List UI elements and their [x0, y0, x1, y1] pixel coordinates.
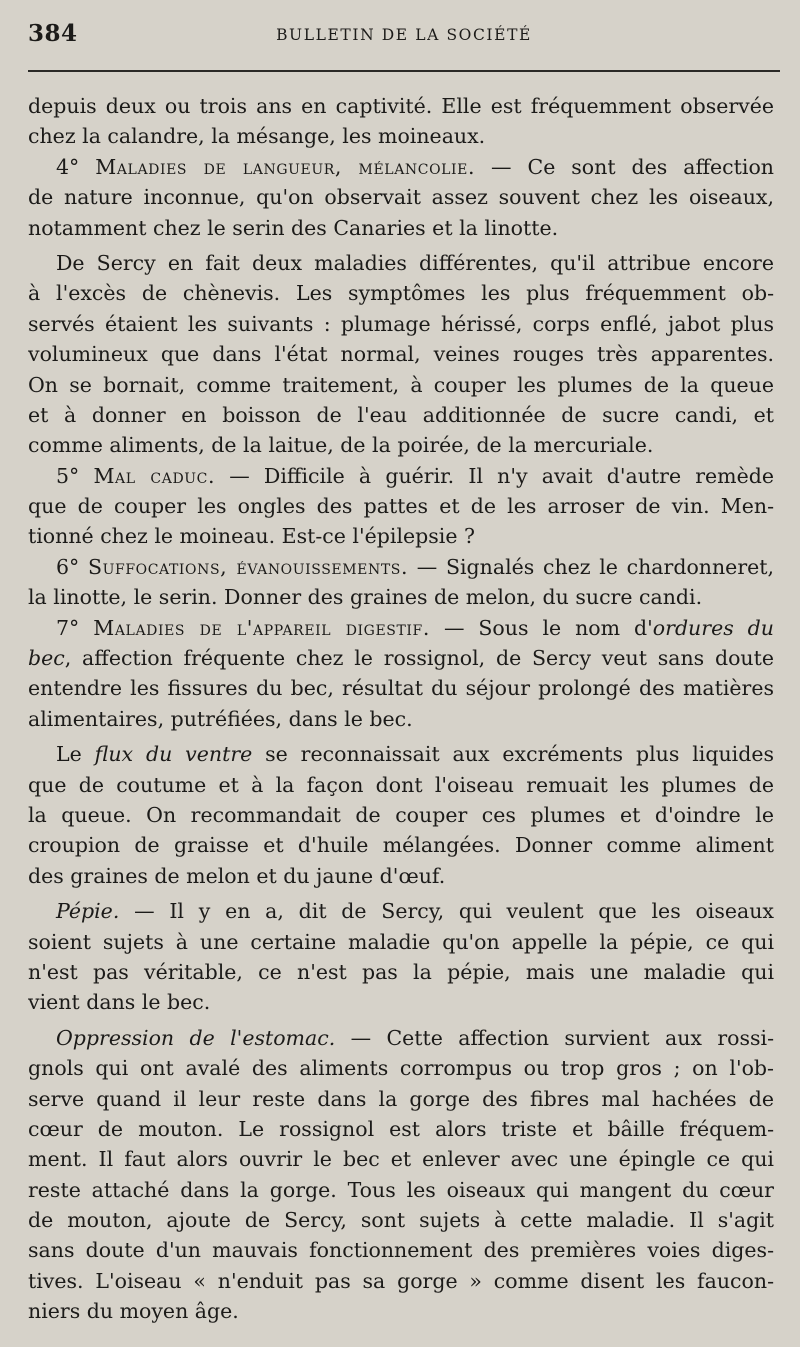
line-text: — Il y en a, dit de Sercy, qui veulent que les oiseaux: [119, 899, 774, 924]
line-text: — Cette affection survient aux rossi-: [335, 1025, 774, 1050]
text-line: que de couper les ongles des pattes et de les arroser de vin. Men-: [28, 494, 774, 519]
text-line: [28, 896, 774, 926]
section-title: Mal caduc.: [93, 463, 216, 488]
page-number: 384: [28, 20, 78, 47]
text-line: reste attaché dans la gorge. Tous les oiseaux qui mangent du cœur: [28, 1177, 774, 1202]
text-line: De Sercy en fait deux maladies différentes, qu'il attribue encore: [56, 250, 774, 275]
text-line: gnols qui ont avalé des aliments corrompus ou trop gros ; on l'ob-: [28, 1056, 774, 1081]
section-text: — Difficile à guérir. Il n'y avait d'autre remède: [215, 463, 774, 488]
section-7-heading-line: [28, 613, 774, 643]
text-line: et à donner en boisson de l'eau additionnée de sucre candi, et: [28, 402, 774, 427]
line-text: , affection fréquente chez le rossignol, de Sercy veut sans doute: [64, 646, 774, 671]
italic-term: flux du ventre: [94, 742, 253, 767]
text-line: soient sujets à une certaine maladie qu'on appelle la pépie, ce qui: [28, 929, 774, 954]
text-line: la linotte, le serin. Donner des graines de melon, du sucre candi.: [28, 585, 703, 610]
text-line: sans doute d'un mauvais fonctionnement des premières voies diges-: [28, 1238, 774, 1263]
section-number: 5°: [56, 463, 94, 488]
text-line: la queue. On recommandait de couper ces plumes et d'oindre le: [28, 802, 774, 827]
text-line: de nature inconnue, qu'on observait assez souvent chez les oiseaux,: [28, 185, 774, 210]
text-line: chez la calandre, la mésange, les moineaux.: [28, 124, 486, 149]
running-title: BULLETIN DE LA SOCIÉTÉ: [276, 26, 532, 44]
italic-term: Pépie.: [56, 899, 120, 924]
text-line: entendre les fissures du bec, résultat du séjour prolongé des matières: [28, 676, 774, 701]
text-line: n'est pas véritable, ce n'est pas la pépie, mais une maladie qui: [28, 959, 774, 984]
text-line: des graines de melon et du jaune d'œuf.: [28, 863, 446, 888]
section-title: Maladies de l'appareil digestif.: [93, 615, 430, 640]
page-header: [28, 20, 780, 48]
section-text: — Signalés chez le chardonneret,: [408, 554, 774, 579]
body-text: [28, 91, 774, 1327]
text-line: ment. Il faut alors ouvrir le bec et enlever avec une épingle ce qui: [28, 1147, 774, 1172]
text-line: serve quand il leur reste dans la gorge des fibres mal hachées de: [28, 1086, 774, 1111]
italic-term: bec: [28, 646, 65, 671]
text-line: notamment chez le serin des Canaries et la linotte.: [28, 215, 559, 240]
text-line: vient dans le bec.: [28, 990, 211, 1015]
section-number: 6°: [56, 554, 88, 579]
header-rule: [28, 70, 780, 72]
section-title: Maladies de langueur, mélancolie.: [95, 154, 476, 179]
text-line: tives. L'oiseau « n'enduit pas sa gorge » comme disent les faucon-: [28, 1268, 774, 1293]
line-text: Le: [56, 742, 95, 767]
text-line: [28, 739, 774, 769]
text-line: comme aliments, de la laitue, de la poirée, de la mercuriale.: [28, 433, 654, 458]
text-line: de mouton, ajoute de Sercy, sont sujets à cette maladie. Il s'agit: [28, 1208, 774, 1233]
text-line: à l'excès de chènevis. Les symptômes les plus fréquemment ob-: [28, 281, 774, 306]
text-line: que de coutume et à la façon dont l'oiseau remuait les plumes de: [28, 772, 774, 797]
text-line: tionné chez le moineau. Est-ce l'épilepsie ?: [28, 524, 475, 549]
section-6-heading-line: [28, 552, 774, 582]
section-text: — Ce sont des affection: [475, 154, 774, 179]
section-number: 4°: [56, 154, 96, 179]
text-line: niers du moyen âge.: [28, 1299, 239, 1324]
italic-term: Oppression de l'estomac.: [56, 1025, 336, 1050]
section-text: — Sous le nom d': [429, 615, 653, 640]
text-line: croupion de graisse et d'huile mélangées. Donner comme aliment: [28, 833, 774, 858]
text-line: [28, 1023, 774, 1053]
italic-term: ordures du: [652, 615, 774, 640]
section-number: 7°: [56, 615, 94, 640]
text-line: [28, 643, 774, 673]
text-line: cœur de mouton. Le rossignol est alors triste et bâille fréquem-: [28, 1116, 774, 1141]
text-line: depuis deux ou trois ans en captivité. Elle est fréquemment observée: [28, 94, 774, 118]
line-text: se reconnaissait aux excréments plus liquides: [252, 742, 774, 767]
section-title: Suffocations, évanouissements.: [87, 554, 409, 579]
text-line: On se bornait, comme traitement, à couper les plumes de la queue: [28, 372, 774, 397]
text-line: alimentaires, putréfiées, dans le bec.: [28, 706, 413, 731]
section-4-heading-line: [28, 152, 774, 182]
section-5-heading-line: [28, 461, 774, 491]
text-line: servés étaient les suivants : plumage hérissé, corps enflé, jabot plus: [28, 311, 774, 336]
text-line: volumineux que dans l'état normal, veines rouges très apparentes.: [28, 342, 774, 367]
